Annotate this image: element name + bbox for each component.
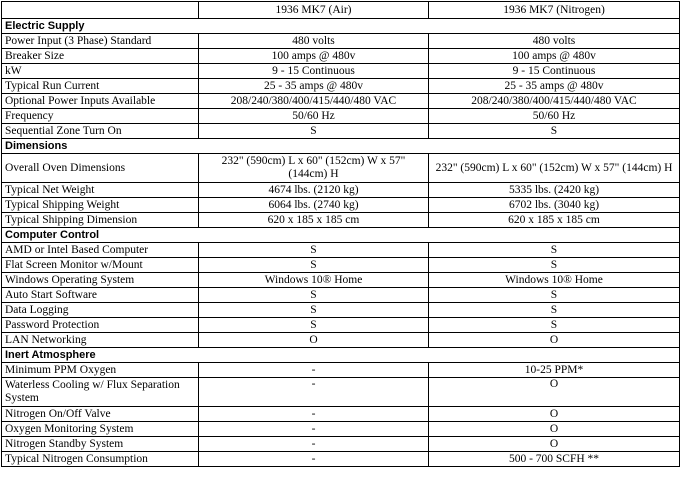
table-row (2, 34, 680, 49)
table-row (2, 333, 680, 348)
header-label-cell (2, 2, 199, 19)
air-value: 9 - 15 Continuous (199, 64, 429, 79)
nitrogen-value: S (429, 243, 680, 258)
row-label: Password Protection (2, 318, 199, 333)
nitrogen-value: S (429, 124, 680, 139)
row-label: Data Logging (2, 303, 199, 318)
row-label: AMD or Intel Based Computer (2, 243, 199, 258)
air-value: - (199, 452, 429, 467)
section-title: Electric Supply (2, 19, 680, 34)
table-row (2, 318, 680, 333)
section-dimensions (2, 139, 680, 154)
row-label: Frequency (2, 109, 199, 124)
spec-table (1, 1, 680, 467)
nitrogen-value: 10-25 PPM* (429, 363, 680, 378)
section-title: Dimensions (2, 139, 680, 154)
nitrogen-value: S (429, 258, 680, 273)
row-label: Waterless Cooling w/ Flux Separation System (2, 378, 199, 407)
air-value: - (199, 407, 429, 422)
header-air-cell: 1936 MK7 (Air) (199, 2, 429, 19)
air-value: S (199, 243, 429, 258)
table-row (2, 452, 680, 467)
air-value: O (199, 333, 429, 348)
table-row (2, 407, 680, 422)
table-row (2, 49, 680, 64)
row-label: LAN Networking (2, 333, 199, 348)
nitrogen-value: 208/240/380/400/415/440/480 VAC (429, 94, 680, 109)
row-label: Nitrogen On/Off Valve (2, 407, 199, 422)
row-label: Typical Run Current (2, 79, 199, 94)
table-row (2, 378, 680, 407)
air-value: Windows 10® Home (199, 273, 429, 288)
row-label: Windows Operating System (2, 273, 199, 288)
table-row (2, 154, 680, 183)
air-value: 208/240/380/400/415/440/480 VAC (199, 94, 429, 109)
section-computer-control (2, 228, 680, 243)
air-value: S (199, 303, 429, 318)
nitrogen-value: O (429, 333, 680, 348)
table-row (2, 273, 680, 288)
air-value: 50/60 Hz (199, 109, 429, 124)
header-nitrogen-cell: 1936 MK7 (Nitrogen) (429, 2, 680, 19)
air-value: - (199, 422, 429, 437)
table-row (2, 243, 680, 258)
nitrogen-value: Windows 10® Home (429, 273, 680, 288)
nitrogen-value: 480 volts (429, 34, 680, 49)
air-value: S (199, 124, 429, 139)
nitrogen-value: S (429, 303, 680, 318)
row-label: Overall Oven Dimensions (2, 154, 199, 183)
nitrogen-value: O (429, 378, 680, 407)
table-row (2, 288, 680, 303)
table-row (2, 258, 680, 273)
air-value: 25 - 35 amps @ 480v (199, 79, 429, 94)
nitrogen-value: S (429, 318, 680, 333)
air-value: 480 volts (199, 34, 429, 49)
table-header-row (2, 2, 680, 19)
air-value: 620 x 185 x 185 cm (199, 213, 429, 228)
table-row (2, 437, 680, 452)
nitrogen-value: O (429, 437, 680, 452)
air-value: S (199, 258, 429, 273)
table-row (2, 213, 680, 228)
row-label: Minimum PPM Oxygen (2, 363, 199, 378)
nitrogen-value: 620 x 185 x 185 cm (429, 213, 680, 228)
table-row (2, 124, 680, 139)
row-label: Auto Start Software (2, 288, 199, 303)
row-label: Power Input (3 Phase) Standard (2, 34, 199, 49)
air-value: - (199, 363, 429, 378)
table-row (2, 79, 680, 94)
row-label: Flat Screen Monitor w/Mount (2, 258, 199, 273)
air-value: S (199, 318, 429, 333)
nitrogen-value: 5335 lbs. (2420 kg) (429, 183, 680, 198)
nitrogen-value: 232" (590cm) L x 60" (152cm) W x 57" (144cm) H (429, 154, 680, 183)
nitrogen-value: 25 - 35 amps @ 480v (429, 79, 680, 94)
nitrogen-value: S (429, 288, 680, 303)
nitrogen-value: O (429, 407, 680, 422)
nitrogen-value: 9 - 15 Continuous (429, 64, 680, 79)
nitrogen-value: 50/60 Hz (429, 109, 680, 124)
nitrogen-value: 6702 lbs. (3040 kg) (429, 198, 680, 213)
table-row (2, 198, 680, 213)
row-label: Typical Shipping Dimension (2, 213, 199, 228)
row-label: Typical Net Weight (2, 183, 199, 198)
row-label: Optional Power Inputs Available (2, 94, 199, 109)
table-row (2, 303, 680, 318)
row-label: Typical Shipping Weight (2, 198, 199, 213)
air-value: - (199, 437, 429, 452)
nitrogen-value: 500 - 700 SCFH ** (429, 452, 680, 467)
section-inert-atmosphere (2, 348, 680, 363)
nitrogen-value: O (429, 422, 680, 437)
row-label: Oxygen Monitoring System (2, 422, 199, 437)
air-value: 4674 lbs. (2120 kg) (199, 183, 429, 198)
table-row (2, 363, 680, 378)
row-label: kW (2, 64, 199, 79)
table-row (2, 109, 680, 124)
section-electric-supply (2, 19, 680, 34)
section-title: Computer Control (2, 228, 680, 243)
nitrogen-value: 100 amps @ 480v (429, 49, 680, 64)
air-value: 232" (590cm) L x 60" (152cm) W x 57" (144cm) H (199, 154, 429, 183)
row-label: Breaker Size (2, 49, 199, 64)
row-label: Sequential Zone Turn On (2, 124, 199, 139)
air-value: - (199, 378, 429, 407)
table-row (2, 64, 680, 79)
air-value: S (199, 288, 429, 303)
air-value: 100 amps @ 480v (199, 49, 429, 64)
table-row (2, 422, 680, 437)
row-label: Nitrogen Standby System (2, 437, 199, 452)
section-title: Inert Atmosphere (2, 348, 680, 363)
table-row (2, 94, 680, 109)
air-value: 6064 lbs. (2740 kg) (199, 198, 429, 213)
table-row (2, 183, 680, 198)
row-label: Typical Nitrogen Consumption (2, 452, 199, 467)
